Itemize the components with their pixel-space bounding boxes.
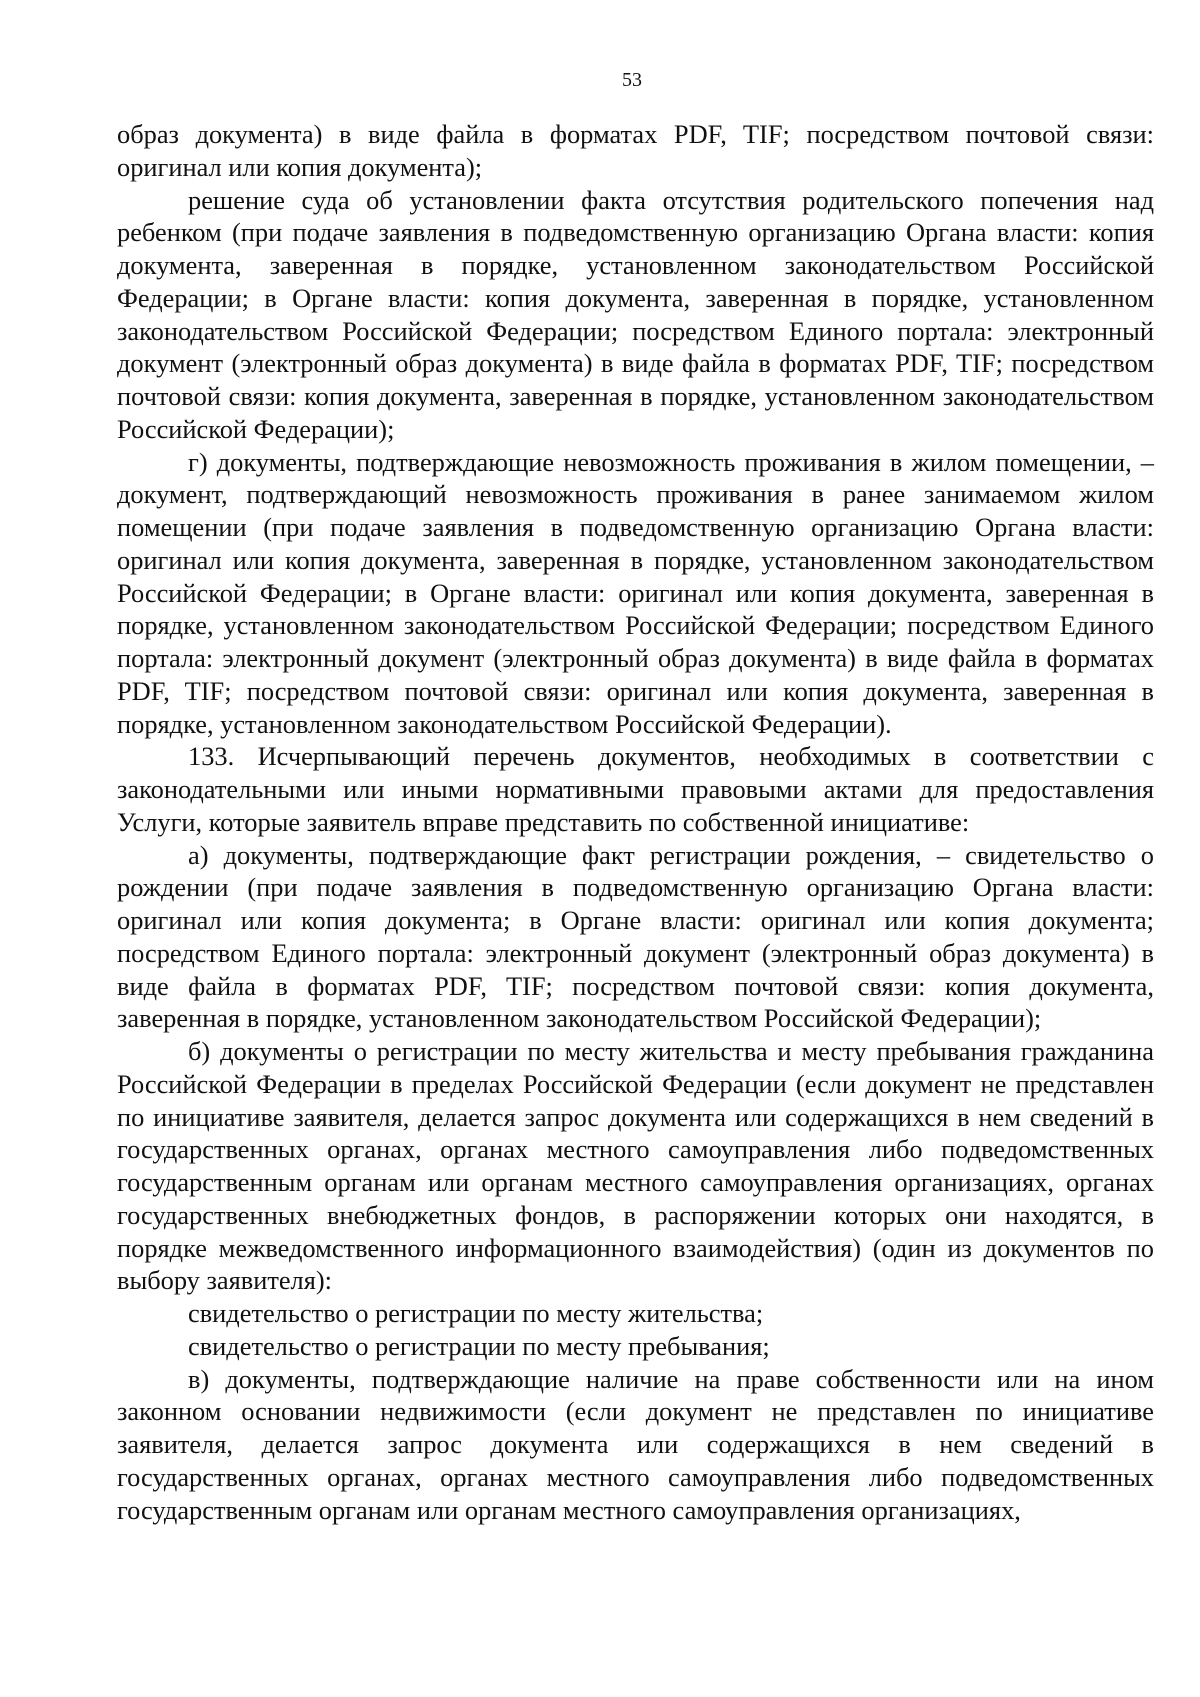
paragraph-item-v: в) документы, подтверждающие наличие на праве собственности или на ином законном основании недвижимости (если документ не представлен по инициативе заявителя, делается запрос документа или содержащихся в нем сведений в государственных органах, органах местного самоуправления либо подведомственных государственным органам или органам местного самоуправления организациях, (117, 1363, 1154, 1525)
paragraph-stay-certificate: свидетельство о регистрации по месту пребывания; (188, 1330, 770, 1361)
page-number: 53 (622, 69, 642, 91)
paragraph-residence-certificate: свидетельство о регистрации по месту жительства; (188, 1298, 764, 1328)
paragraph-item-a: а) документы, подтверждающие факт регистрации рождения, – свидетельство о рождении (при подаче заявления в подведомственную организацию Органа власти: оригинал или копия документа; в Органе власти: оригинал или копия документа; посредством Единого портала: электронный документ (электронный образ документа) в виде файла в форматах PDF, TIF; посредством почтовой связи: копия документа, заверенная в порядке, установленном законодательством Российской Федерации); (117, 839, 1154, 1034)
document-body (117, 118, 1154, 1526)
paragraph-court-decision: решение суда об установлении факта отсутствия родительского попечения над ребенком (при подаче заявления в подведомственную организацию Органа власти: копия документа, заверенная в порядке, установленном законодательством Российской Федерации; в Органе власти: копия документа, заверенная в порядке, установленном законодательством Российской Федерации; посредством Единого портала: электронный документ (электронный образ документа) в виде файла в форматах PDF, TIF; посредством почтовой связи: копия документа, заверенная в порядке, установленном законодательством Российской Федерации); (117, 184, 1154, 444)
paragraph-item-g: г) документы, подтверждающие невозможность проживания в жилом помещении, – документ, подтверждающий невозможность проживания в ранее занимаемом жилом помещении (при подаче заявления в подведомственную организацию Органа власти: оригинал или копия документа, заверенная в порядке, установленном законодательством Российской Федерации; в Органе власти: оригинал или копия документа, заверенная в порядке, установленном законодательством Российской Федерации; посредством Единого портала: электронный документ (электронный образ документа) в виде файла в форматах PDF, TIF; посредством почтовой связи: оригинал или копия документа, заверенная в порядке, установленном законодательством Российской Федерации). (117, 446, 1154, 739)
paragraph-continuation: образ документа) в виде файла в форматах PDF, TIF; посредством почтовой связи: оригинал или копия документа); (117, 119, 1154, 182)
paragraph-clause-133: 133. Исчерпывающий перечень документов, необходимых в соответствии с законодательными или иными нормативными правовыми актами для предоставления Услуги, которые заявитель вправе представить по собственной инициативе: (117, 741, 1154, 837)
paragraph-item-b: б) документы о регистрации по месту жительства и месту пребывания гражданина Российской Федерации в пределах Российской Федерации (если документ не представлен по инициативе заявителя, делается запрос документа или содержащихся в нем сведений в государственных органах, органах местного самоуправления либо подведомственных государственным органам или органам местного самоуправления организациях, органах государственных внебюджетных фондов, в распоряжении которых они находятся, в порядке межведомственного информационного взаимодействия) (один из документов по выбору заявителя): (117, 1036, 1154, 1296)
